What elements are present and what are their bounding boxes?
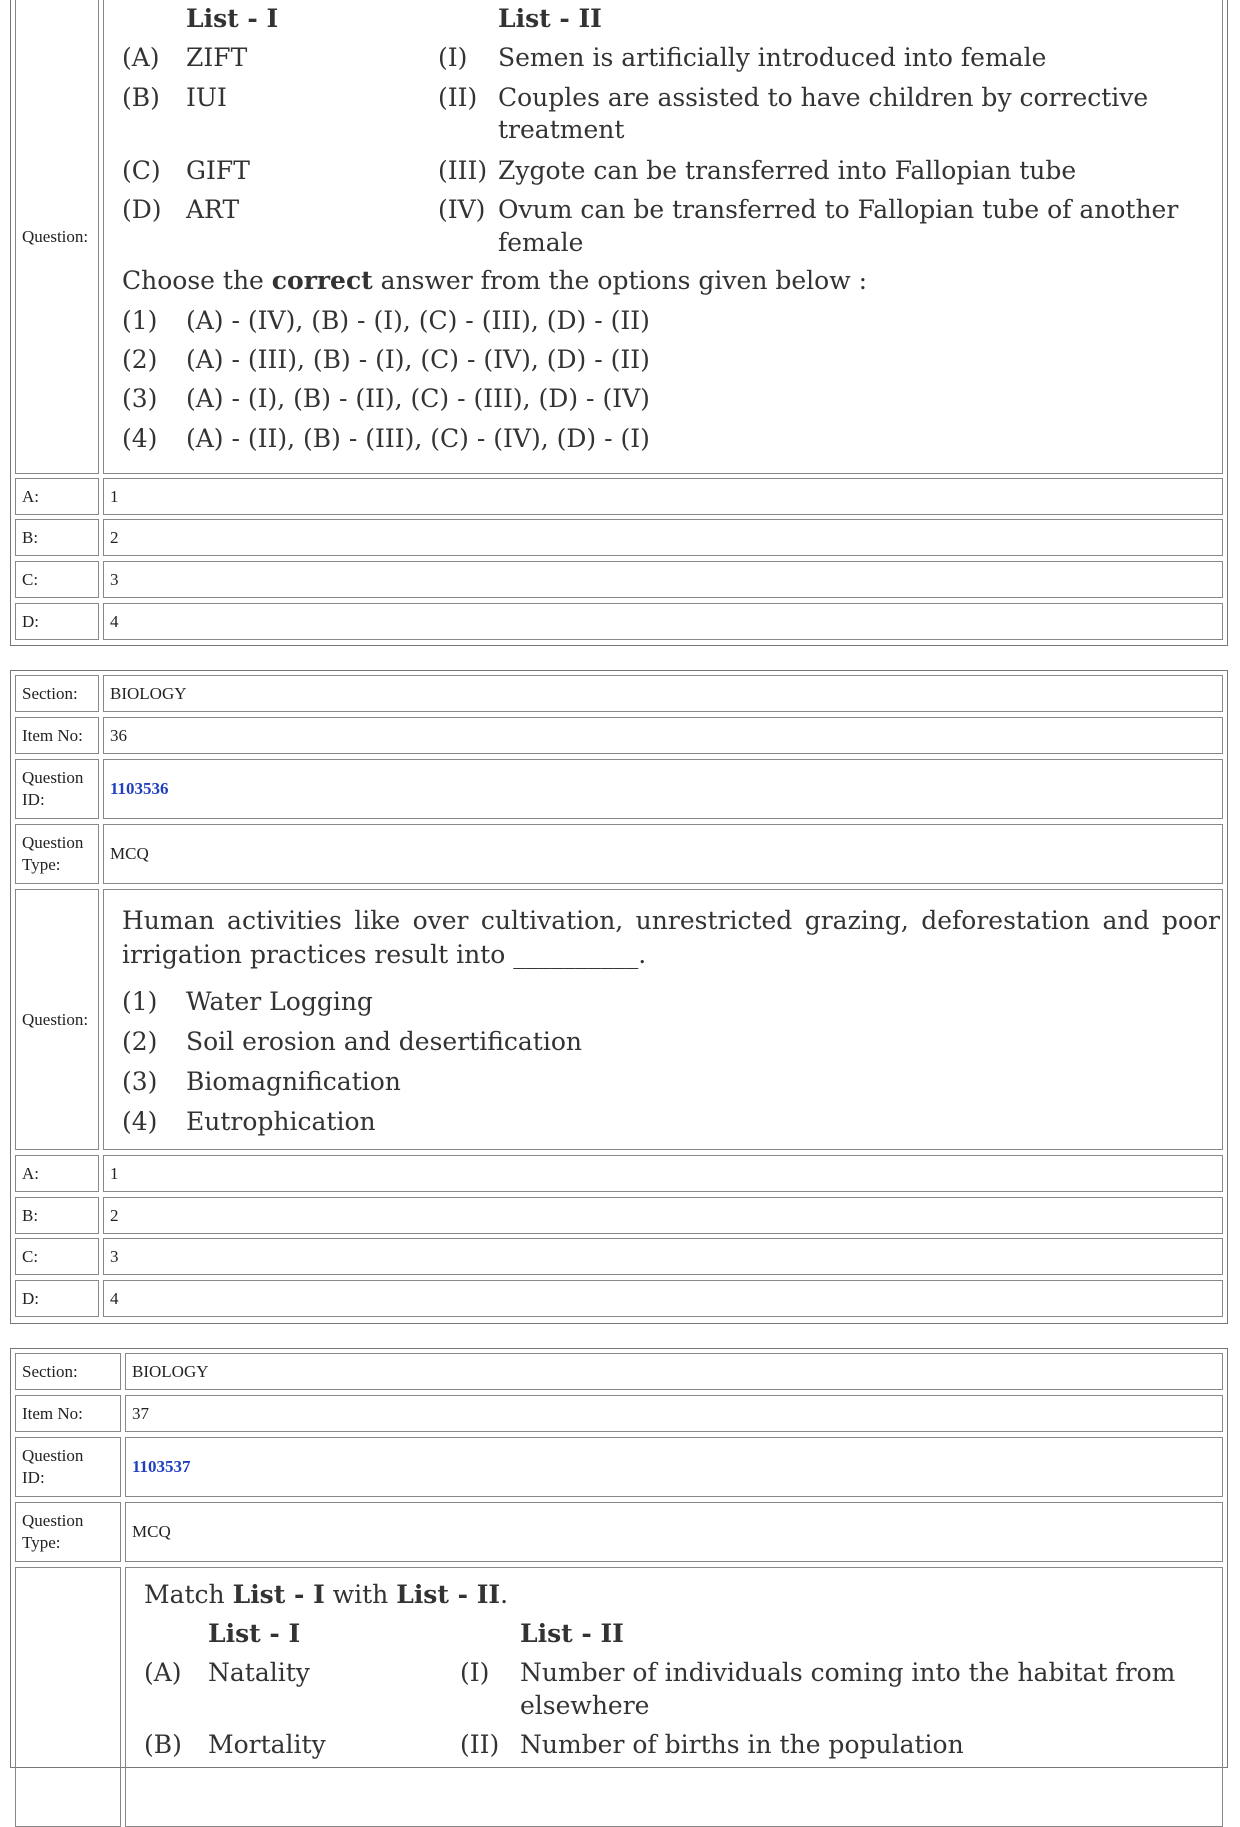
option-number: (1) bbox=[122, 987, 158, 1016]
list2-item: Number of individuals coming into the habitat from bbox=[520, 1658, 1176, 1687]
option-text: Water Logging bbox=[186, 987, 373, 1016]
option-text: Soil erosion and desertification bbox=[186, 1027, 582, 1056]
answer-label: A: bbox=[15, 478, 99, 515]
list2-item: Zygote can be transferred into Fallopian tube bbox=[498, 156, 1077, 185]
list2-key: (I) bbox=[438, 43, 468, 72]
list2-heading: List - II bbox=[498, 4, 602, 33]
list1-key: (D) bbox=[122, 195, 162, 224]
list2-item: Ovum can be transferred to Fallopian tube of another bbox=[498, 195, 1179, 224]
item-no-value: 36 bbox=[103, 717, 1223, 754]
section-label: Section: bbox=[15, 675, 99, 712]
answer-row bbox=[15, 561, 1223, 598]
question-type-value: MCQ bbox=[103, 824, 1223, 884]
choose-instruction: Choose the correct answer from the options given below : bbox=[122, 266, 867, 295]
answer-row bbox=[15, 603, 1223, 640]
list1-item: GIFT bbox=[186, 156, 250, 185]
list1-key: (C) bbox=[122, 156, 161, 185]
answer-value: 4 bbox=[103, 603, 1223, 640]
answer-value: 1 bbox=[103, 1155, 1223, 1192]
section-row bbox=[15, 675, 1223, 712]
question-stem: Human activities like over cultivation, unrestricted grazing, deforestation and poor irrigation practices result into __________. bbox=[122, 906, 1220, 969]
answer-row bbox=[15, 1238, 1223, 1275]
section-value: BIOLOGY bbox=[125, 1353, 1223, 1390]
section-value: BIOLOGY bbox=[103, 675, 1223, 712]
option-number: (3) bbox=[122, 384, 158, 413]
list2-key: (IV) bbox=[438, 195, 486, 224]
list1-item: ART bbox=[186, 195, 240, 224]
question-type-row bbox=[15, 824, 1223, 884]
answer-row bbox=[15, 1155, 1223, 1192]
answer-label: D: bbox=[15, 603, 99, 640]
section-row bbox=[15, 1353, 1223, 1390]
question-label bbox=[15, 1567, 121, 1827]
list2-item: Semen is artificially introduced into female bbox=[498, 43, 1047, 72]
answer-value: 1 bbox=[103, 478, 1223, 515]
answer-value: 4 bbox=[103, 1280, 1223, 1317]
question-type-row bbox=[15, 1502, 1223, 1562]
question-id-link[interactable]: 1103537 bbox=[125, 1437, 1223, 1497]
item-no-label: Item No: bbox=[15, 717, 99, 754]
item-no-row bbox=[15, 717, 1223, 754]
question-type-label: Question Type: bbox=[15, 1502, 121, 1562]
list1-item: Natality bbox=[208, 1658, 310, 1687]
option-number: (4) bbox=[122, 424, 158, 453]
option-number: (3) bbox=[122, 1067, 158, 1096]
section-label: Section: bbox=[15, 1353, 121, 1390]
item-no-label: Item No: bbox=[15, 1395, 121, 1432]
item-no-row bbox=[15, 1395, 1223, 1432]
list2-key: (II) bbox=[460, 1730, 500, 1759]
question-row bbox=[15, 889, 1223, 1150]
question-type-label: Question Type: bbox=[15, 824, 99, 884]
list2-key: (III) bbox=[438, 156, 488, 185]
option-text: Biomagnification bbox=[186, 1067, 401, 1096]
list2-item-cont: treatment bbox=[498, 115, 625, 144]
answer-label: B: bbox=[15, 1197, 99, 1234]
question-row bbox=[15, 0, 1223, 474]
list2-key: (II) bbox=[438, 83, 478, 112]
list1-key: (B) bbox=[144, 1730, 182, 1759]
option-text: (A) - (II), (B) - (III), (C) - (IV), (D) - (I) bbox=[186, 424, 650, 453]
question-type-value: MCQ bbox=[125, 1502, 1223, 1562]
answer-row bbox=[15, 1197, 1223, 1234]
answer-row bbox=[15, 1280, 1223, 1317]
list1-item: ZIFT bbox=[186, 43, 248, 72]
list1-key: (A) bbox=[122, 43, 160, 72]
option-text: Eutrophication bbox=[186, 1107, 376, 1136]
answer-row bbox=[15, 478, 1223, 515]
list2-item: Number of births in the population bbox=[520, 1730, 964, 1759]
question-label: Question: bbox=[15, 0, 99, 474]
list1-key: (B) bbox=[122, 83, 160, 112]
match-instruction: Match List - I with List - II. bbox=[144, 1580, 509, 1609]
answer-label: B: bbox=[15, 519, 99, 556]
answer-label: A: bbox=[15, 1155, 99, 1192]
option-text: (A) - (IV), (B) - (I), (C) - (III), (D) - (II) bbox=[186, 306, 650, 335]
list2-item: Couples are assisted to have children by corrective bbox=[498, 83, 1149, 112]
option-text: (A) - (I), (B) - (II), (C) - (III), (D) - (IV) bbox=[186, 384, 650, 413]
answer-label: C: bbox=[15, 561, 99, 598]
question-block-37 bbox=[10, 1348, 1228, 1768]
question-id-row bbox=[15, 759, 1223, 819]
list1-item: Mortality bbox=[208, 1730, 326, 1759]
list1-heading: List - I bbox=[208, 1619, 301, 1648]
answer-value: 3 bbox=[103, 1238, 1223, 1275]
question-id-label: Question ID: bbox=[15, 759, 99, 819]
option-number: (2) bbox=[122, 1027, 158, 1056]
question-block-35 bbox=[10, 0, 1228, 646]
list2-item-cont: elsewhere bbox=[520, 1691, 650, 1720]
option-number: (1) bbox=[122, 306, 158, 335]
list1-item: IUI bbox=[186, 83, 227, 112]
list2-heading: List - II bbox=[520, 1619, 624, 1648]
question-label: Question: bbox=[15, 889, 99, 1150]
list2-item-cont: female bbox=[498, 228, 584, 257]
list2-key: (I) bbox=[460, 1658, 490, 1687]
list1-key: (A) bbox=[144, 1658, 182, 1687]
option-number: (4) bbox=[122, 1107, 158, 1136]
question-id-row bbox=[15, 1437, 1223, 1497]
question-content bbox=[103, 889, 1223, 1150]
question-id-label: Question ID: bbox=[15, 1437, 121, 1497]
answer-value: 3 bbox=[103, 561, 1223, 598]
question-content bbox=[125, 1567, 1223, 1827]
answer-value: 2 bbox=[103, 1197, 1223, 1234]
question-content bbox=[103, 0, 1223, 474]
answer-label: D: bbox=[15, 1280, 99, 1317]
answer-label: C: bbox=[15, 1238, 99, 1275]
question-id-link[interactable]: 1103536 bbox=[103, 759, 1223, 819]
answer-value: 2 bbox=[103, 519, 1223, 556]
list1-heading: List - I bbox=[186, 4, 279, 33]
item-no-value: 37 bbox=[125, 1395, 1223, 1432]
question-block-36 bbox=[10, 670, 1228, 1324]
answer-row bbox=[15, 519, 1223, 556]
option-number: (2) bbox=[122, 345, 158, 374]
option-text: (A) - (III), (B) - (I), (C) - (IV), (D) - (II) bbox=[186, 345, 650, 374]
question-row bbox=[15, 1567, 1223, 1827]
